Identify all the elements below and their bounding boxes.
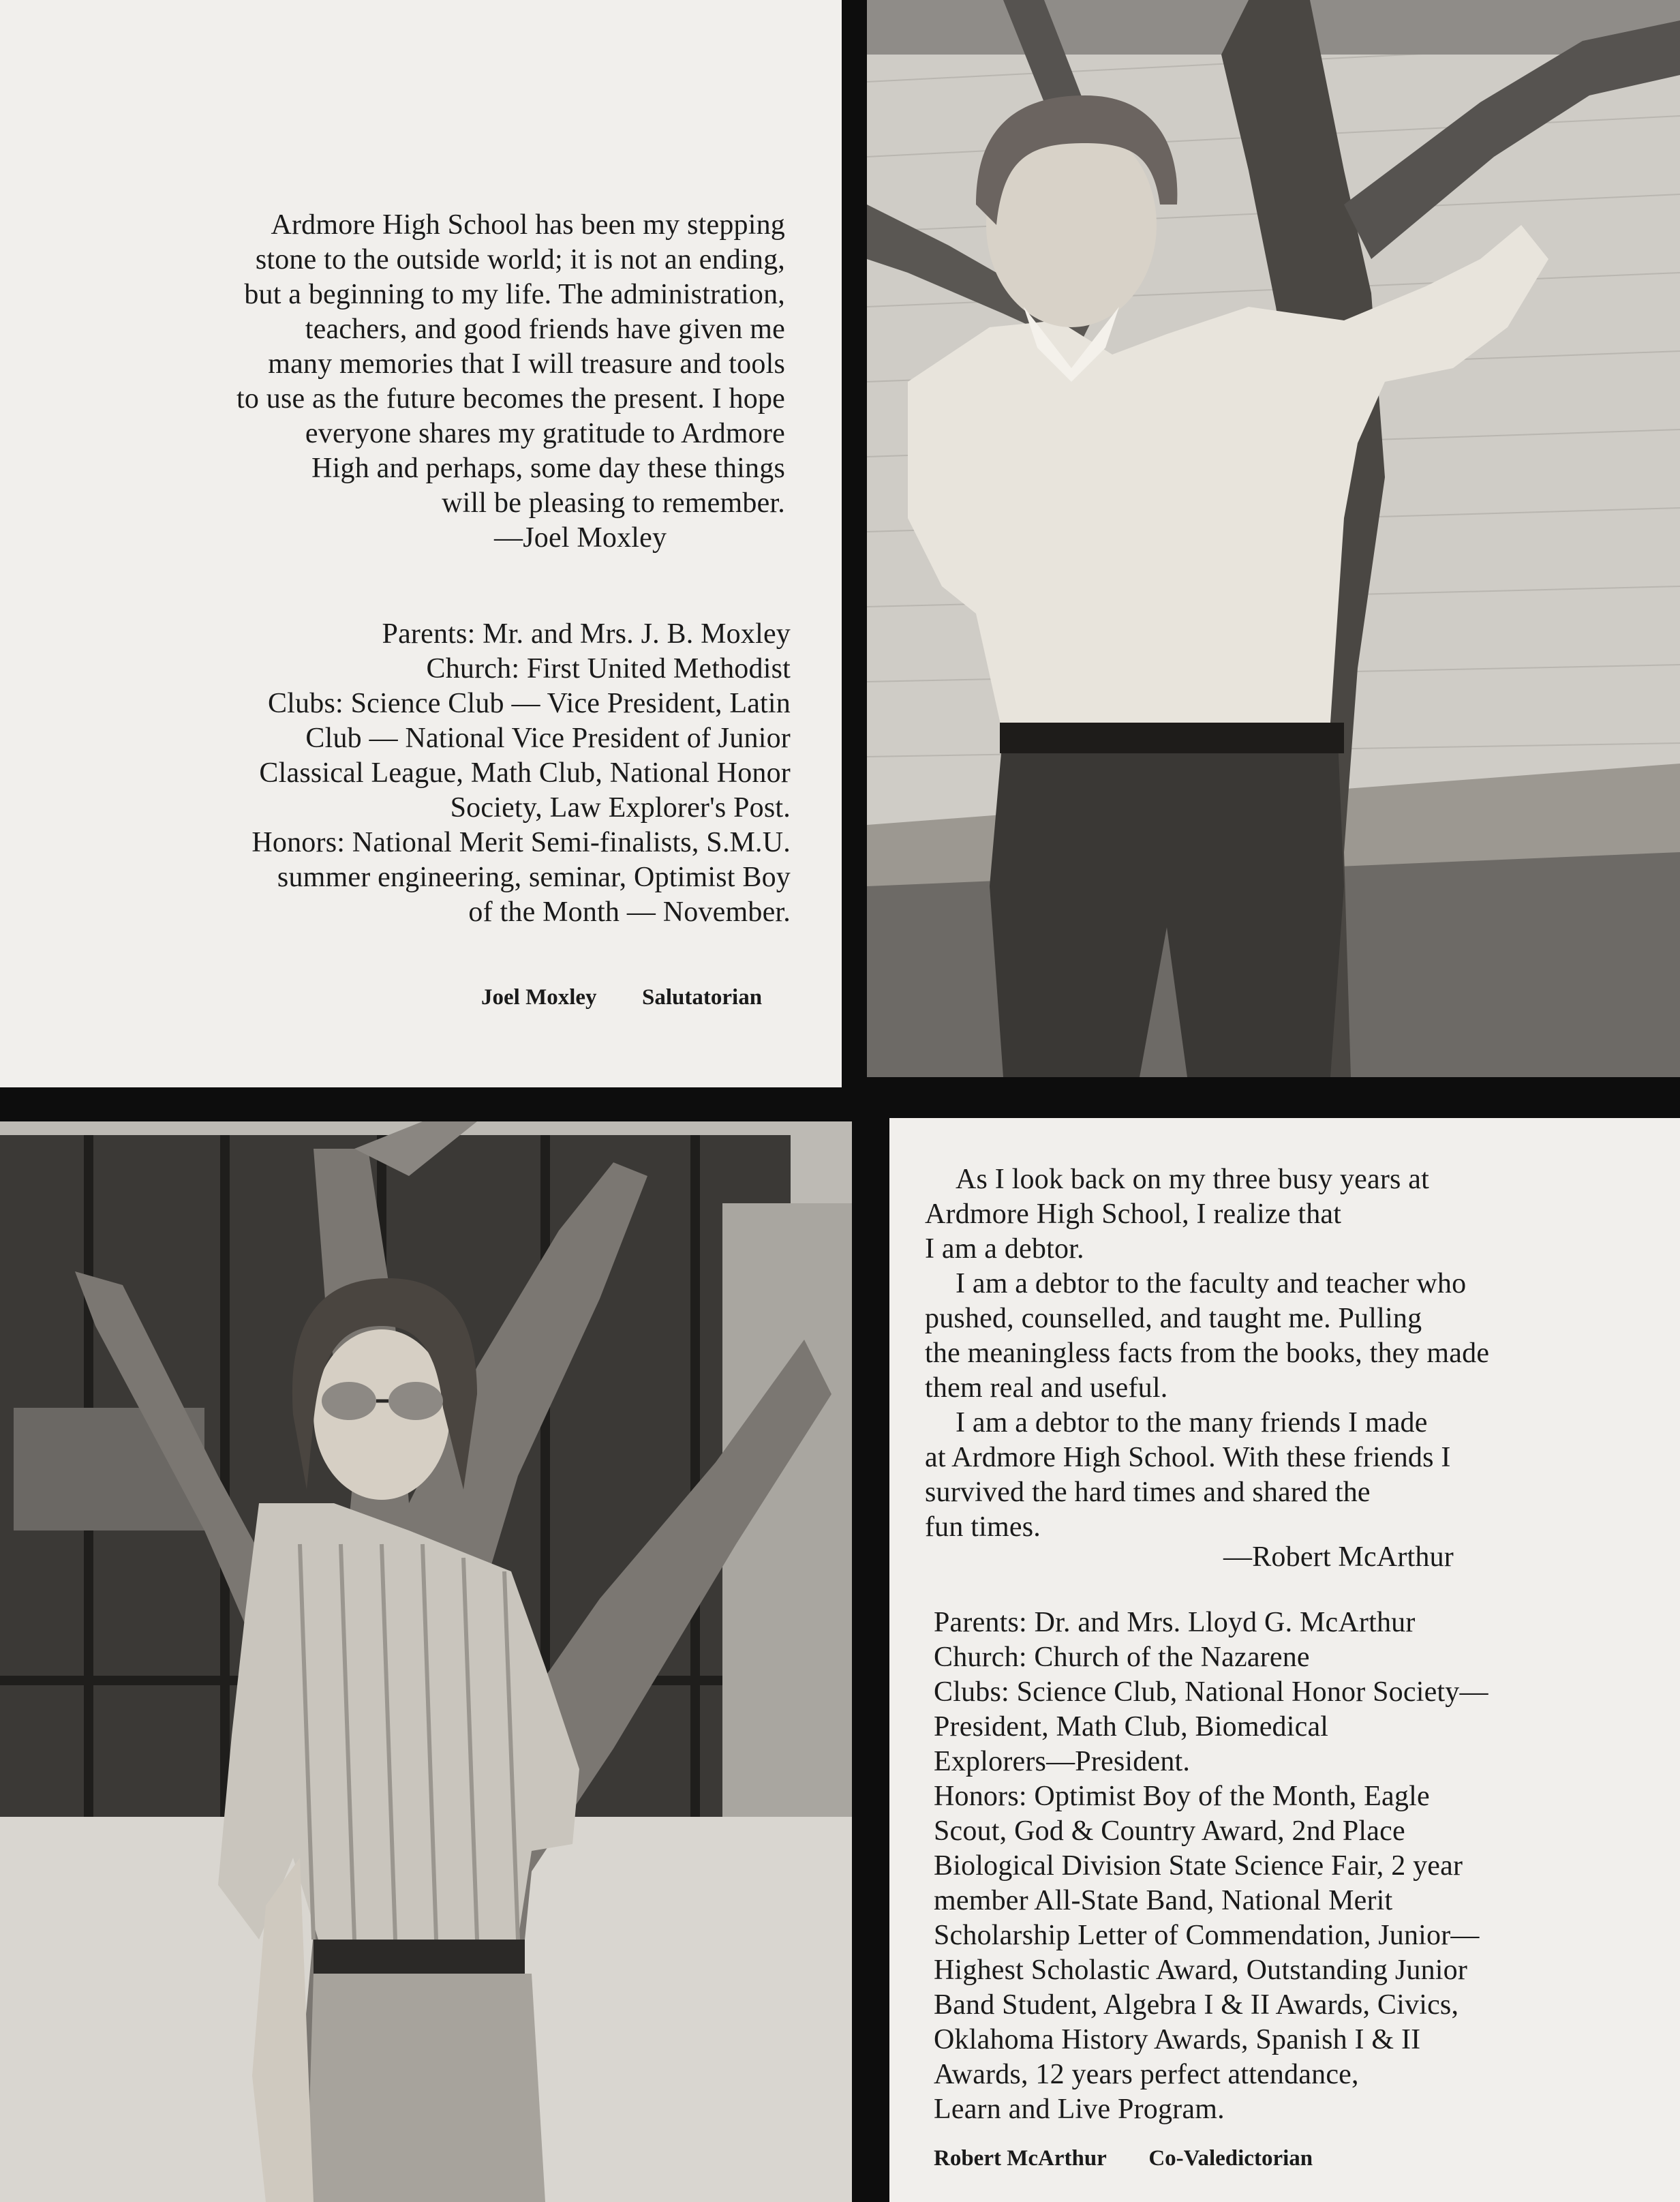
quote-line: survived the hard times and shared the bbox=[925, 1477, 1371, 1508]
quote-line: Ardmore High School, I realize that bbox=[925, 1198, 1342, 1230]
quote-line: to use as the future becomes the present. I hope bbox=[236, 383, 785, 414]
joel-text-panel bbox=[0, 0, 842, 1087]
robert-text-panel bbox=[889, 1118, 1680, 2202]
quote-line: everyone shares my gratitude to Ardmore bbox=[305, 418, 785, 449]
detail-line: Honors: Optimist Boy of the Month, Eagle bbox=[934, 1781, 1430, 1812]
robert-details bbox=[934, 1605, 1656, 2127]
detail-line: Scholarship Letter of Commendation, Junior— bbox=[934, 1920, 1480, 1951]
quote-line: the meaningless facts from the books, they made bbox=[925, 1338, 1490, 1369]
detail-line: Parents: Dr. and Mrs. Lloyd G. McArthur bbox=[934, 1607, 1416, 1638]
quote-line: Ardmore High School has been my stepping bbox=[271, 209, 785, 241]
quote-line: As I look back on my three busy years at bbox=[956, 1164, 1429, 1195]
quote-line: teachers, and good friends have given me bbox=[305, 314, 785, 345]
detail-line: Clubs: Science Club, National Honor Society— bbox=[934, 1676, 1488, 1708]
robert-photo bbox=[0, 1121, 852, 2202]
joel-caption bbox=[481, 985, 762, 1010]
signature-text: —Joel Moxley bbox=[494, 522, 667, 554]
detail-line: Highest Scholastic Award, Outstanding Junior bbox=[934, 1955, 1468, 1986]
signature-text: —Robert McArthur bbox=[1223, 1541, 1454, 1573]
detail-line: Scout, God & Country Award, 2nd Place bbox=[934, 1815, 1405, 1847]
caption-title: Co-Valedictorian bbox=[1148, 2146, 1313, 2171]
detail-line: Society, Law Explorer's Post. bbox=[450, 792, 791, 824]
quote-line: I am a debtor to the many friends I made bbox=[956, 1407, 1428, 1438]
quote-line: stone to the outside world; it is not an ending, bbox=[255, 244, 785, 275]
quote-line: fun times. bbox=[925, 1511, 1041, 1543]
joel-quote bbox=[123, 208, 785, 521]
detail-line: Awards, 12 years perfect attendance, bbox=[934, 2059, 1359, 2090]
quote-line: at Ardmore High School. With these friends I bbox=[925, 1442, 1451, 1473]
quote-line: I am a debtor to the faculty and teacher who bbox=[956, 1268, 1467, 1299]
joel-signature bbox=[494, 521, 767, 556]
detail-line: Band Student, Algebra I & II Awards, Civics, bbox=[934, 1989, 1459, 2021]
robert-signature bbox=[1223, 1540, 1564, 1575]
detail-line: Clubs: Science Club — Vice President, Latin bbox=[267, 688, 791, 719]
detail-line: Parents: Mr. and Mrs. J. B. Moxley bbox=[382, 618, 791, 650]
detail-line: summer engineering, seminar, Optimist Boy bbox=[277, 862, 791, 893]
caption-name: Joel Moxley bbox=[481, 985, 597, 1010]
detail-line: member All-State Band, National Merit bbox=[934, 1885, 1393, 1916]
detail-line: Honors: National Merit Semi-finalists, S.M.U. bbox=[251, 827, 791, 858]
robert-quote bbox=[925, 1162, 1640, 1545]
robert-photo-image bbox=[0, 1121, 852, 2202]
quote-line: High and perhaps, some day these things bbox=[311, 453, 785, 484]
detail-line: Club — National Vice President of Junior bbox=[305, 723, 791, 754]
detail-line: Explorers—President. bbox=[934, 1746, 1191, 1777]
detail-line: of the Month — November. bbox=[468, 896, 791, 928]
caption-title: Salutatorian bbox=[642, 985, 763, 1010]
detail-line: Oklahoma History Awards, Spanish I & II bbox=[934, 2024, 1421, 2055]
detail-line: Church: Church of the Nazarene bbox=[934, 1642, 1310, 1673]
quote-line: I am a debtor. bbox=[925, 1233, 1084, 1265]
quote-line: many memories that I will treasure and tools bbox=[268, 348, 785, 380]
quote-line: them real and useful. bbox=[925, 1372, 1168, 1404]
detail-line: President, Math Club, Biomedical bbox=[934, 1711, 1329, 1743]
detail-line: Church: First United Methodist bbox=[426, 653, 791, 684]
detail-line: Biological Division State Science Fair, 2 year bbox=[934, 1850, 1463, 1882]
detail-line: Classical League, Math Club, National Honor bbox=[259, 757, 791, 789]
caption-name: Robert McArthur bbox=[934, 2146, 1107, 2171]
quote-line: but a beginning to my life. The administration, bbox=[244, 279, 785, 310]
quote-line: will be pleasing to remember. bbox=[442, 487, 785, 519]
joel-details bbox=[123, 617, 791, 930]
joel-photo bbox=[867, 0, 1680, 1077]
quote-line: pushed, counselled, and taught me. Pulling bbox=[925, 1303, 1422, 1334]
joel-photo-image bbox=[867, 0, 1680, 1077]
robert-caption bbox=[934, 2146, 1313, 2171]
detail-line: Learn and Live Program. bbox=[934, 2094, 1225, 2125]
